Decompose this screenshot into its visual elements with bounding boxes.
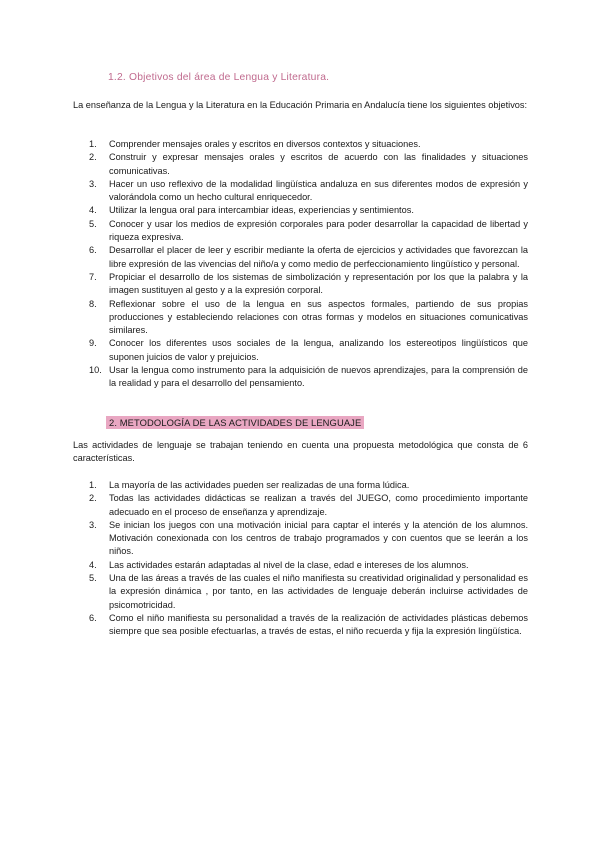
list-item bbox=[73, 271, 528, 298]
list-number: 5. bbox=[89, 573, 97, 584]
list-item bbox=[73, 218, 528, 245]
list-item bbox=[73, 178, 528, 205]
list-item bbox=[73, 298, 528, 338]
section-title-objetivos: 1.2. Objetivos del área de Lengua y Literatura. bbox=[108, 72, 330, 83]
list-item bbox=[73, 572, 528, 612]
list-text: Comprender mensajes orales y escritos en diversos contextos y situaciones. bbox=[109, 139, 421, 149]
list-number: 3. bbox=[89, 178, 97, 189]
list-item bbox=[73, 138, 528, 151]
list-number: 6. bbox=[89, 612, 97, 623]
objetivos-list bbox=[73, 138, 528, 391]
list-text: Hacer un uso reflexivo de la modalidad lingüística andaluza en sus diferentes modos de expresión y valorándola como un hecho cultural enriquecedor. bbox=[109, 178, 528, 203]
list-item bbox=[73, 559, 528, 572]
list-text: Usar la lengua como instrumento para la adquisición de nuevos aprendizajes, para la comprensión de la realidad y para el desarrollo del pensamiento. bbox=[109, 365, 528, 389]
list-text: Una de las áreas a través de las cuales el niño manifiesta su creatividad originalidad y personalidad es la expresión dinámica , por tanto, en las actividades de lenguaje deberán incluirse actividades de psicomotricidad. bbox=[109, 573, 528, 610]
list-item bbox=[73, 519, 528, 559]
list-text: Desarrollar el placer de leer y escribir mediante la oferta de ejercicios y actividades que favorezcan la libre expresión de las vivencias del niño/a y como medio de perfeccionamiento lingüístico y personal. bbox=[109, 245, 528, 269]
list-number: 9. bbox=[89, 338, 97, 349]
section-heading-metodologia: 2. METODOLOGÍA DE LAS ACTIVIDADES DE LENGUAJE bbox=[106, 416, 364, 429]
list-text: Se inician los juegos con una motivación inicial para captar el interés y la atención de los alumnos. Motivación conexionada con los centros de trabajo programados y con cuentos que se leerán a los niños. bbox=[109, 519, 528, 557]
list-text: Todas las actividades didácticas se realizan a través del JUEGO, como procedimiento importante adecuado en el proceso de enseñanza y aprendizaje. bbox=[109, 493, 528, 517]
list-number: 4. bbox=[89, 559, 97, 570]
list-text: La mayoría de las actividades pueden ser realizadas de una forma lúdica. bbox=[109, 480, 410, 490]
metodologia-intro: Las actividades de lenguaje se trabajan teniendo en cuenta una propuesta metodológica que consta de 6 características. bbox=[73, 440, 528, 464]
objetivos-intro: La enseñanza de la Lengua y la Literatura en la Educación Primaria en Andalucía tiene los siguientes objetivos: bbox=[73, 100, 528, 110]
list-text: Conocer los diferentes usos sociales de la lengua, analizando los estereotipos lingüísticos que suponen juicios de valor y prejuicios. bbox=[109, 338, 528, 362]
list-item bbox=[73, 492, 528, 519]
list-number: 2. bbox=[89, 493, 97, 504]
list-number: 4. bbox=[89, 205, 97, 216]
list-item bbox=[73, 151, 528, 178]
list-text: Utilizar la lengua oral para intercambiar ideas, experiencias y sentimientos. bbox=[109, 205, 414, 216]
list-item bbox=[73, 204, 528, 217]
list-item bbox=[73, 479, 528, 492]
list-item bbox=[73, 337, 528, 364]
list-item bbox=[73, 612, 528, 639]
list-number: 5. bbox=[89, 218, 97, 229]
list-text: Conocer y usar los medios de expresión corporales para poder desarrollar la capacidad de libertad y riqueza expresiva. bbox=[109, 218, 528, 243]
list-number: 3. bbox=[89, 519, 97, 530]
list-number: 2. bbox=[89, 152, 97, 163]
list-item bbox=[73, 244, 528, 271]
list-text: Las actividades estarán adaptadas al nivel de la clase, edad e intereses de los alumnos. bbox=[109, 559, 469, 570]
list-number: 8. bbox=[89, 298, 97, 309]
metodologia-list bbox=[73, 479, 528, 639]
list-item bbox=[73, 364, 528, 391]
list-number: 1. bbox=[89, 139, 97, 149]
list-text: Construir y expresar mensajes orales y escritos de acuerdo con las finalidades y situaciones comunicativas. bbox=[109, 152, 528, 176]
list-number: 6. bbox=[89, 245, 97, 256]
list-number: 10. bbox=[89, 365, 102, 376]
list-text: Reflexionar sobre el uso de la lengua en sus aspectos formales, partiendo de sus propias producciones y estableciendo relaciones con otras formas y modelos en situaciones comunicativas similares. bbox=[109, 298, 528, 336]
list-text: Como el niño manifiesta su personalidad a través de la realización de actividades plásticas debemos siempre que sea posible efectuarlas, a través de estas, el niño recuerda y fija la expresión lingüística. bbox=[109, 612, 528, 637]
list-number: 7. bbox=[89, 271, 97, 282]
list-text: Propiciar el desarrollo de los sistemas de simbolización y representación por los que la palabra y la imagen sustituyen al gesto y a la expresión corporal. bbox=[109, 271, 528, 296]
list-number: 1. bbox=[89, 480, 97, 490]
